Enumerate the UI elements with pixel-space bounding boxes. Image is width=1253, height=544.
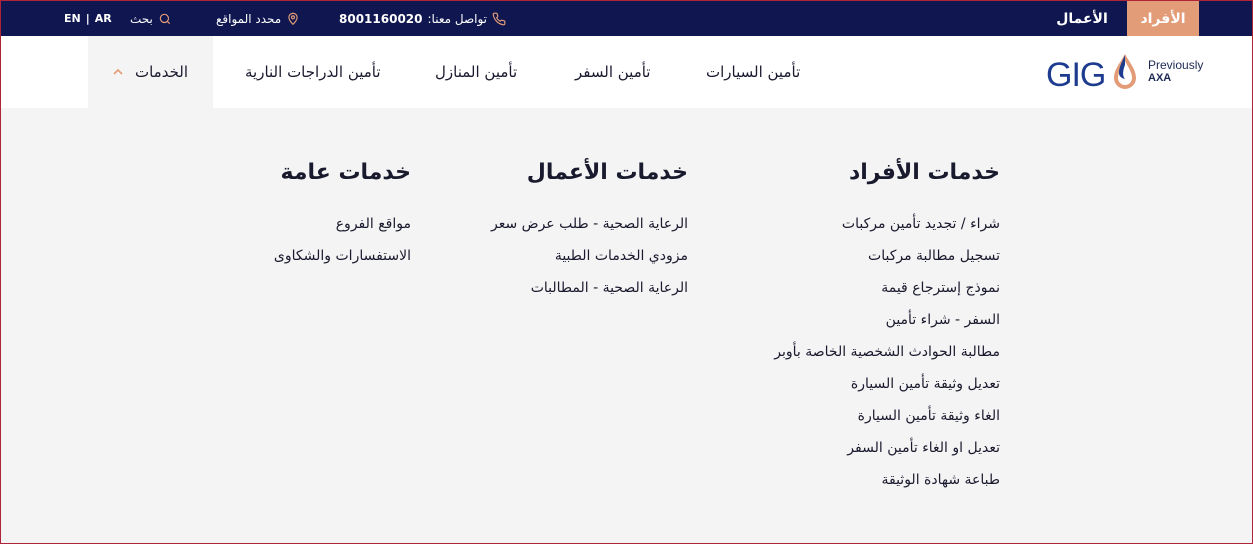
flame-drop-icon: [1110, 52, 1140, 96]
search-icon: [158, 12, 172, 26]
contact-us-link[interactable]: [339, 1, 506, 36]
business-services-column: [491, 156, 688, 304]
contact-label: تواصل معنا:: [427, 11, 488, 26]
nav-services[interactable]: [88, 36, 213, 108]
logo-previously: Previously: [1148, 58, 1204, 72]
link-cancel-car-policy[interactable]: الغاء وثيقة تأمين السيارة: [857, 408, 1000, 424]
lang-separator: |: [85, 12, 90, 25]
branch-locator-link[interactable]: [216, 1, 300, 36]
search-label: بحث: [130, 11, 153, 26]
main-nav: [1, 36, 1252, 108]
link-branch-locations[interactable]: مواقع الفروع: [335, 216, 411, 232]
business-services-heading: خدمات الأعمال: [526, 160, 688, 185]
link-print-certificate[interactable]: طباعة شهادة الوثيقة: [881, 472, 1000, 488]
logo-wordmark: GIG: [1046, 56, 1106, 94]
link-register-vehicle-claim[interactable]: تسجيل مطالبة مركبات: [868, 248, 1000, 264]
top-bar: [1, 1, 1252, 36]
chevron-up-icon: [113, 65, 123, 79]
individual-services-heading: خدمات الأفراد: [848, 160, 1000, 185]
gig-logo[interactable]: [1046, 50, 1204, 94]
lang-ar[interactable]: AR: [94, 12, 112, 25]
nav-travel-insurance[interactable]: تأمين السفر: [575, 63, 651, 81]
locator-label: محدد المواقع: [216, 11, 282, 26]
services-mega-menu: [1, 108, 1252, 543]
link-refund-form[interactable]: نموذج إسترجاع قيمة: [881, 280, 1000, 296]
nav-services-label: الخدمات: [134, 63, 189, 81]
individual-services-column: [774, 156, 1000, 496]
link-inquiries-complaints[interactable]: الاستفسارات والشكاوى: [273, 248, 411, 264]
link-modify-cancel-travel[interactable]: تعديل او الغاء تأمين السفر: [847, 440, 1000, 456]
link-travel-buy[interactable]: السفر - شراء تأمين: [885, 312, 1000, 328]
nav-home-insurance[interactable]: تأمين المنازل: [435, 63, 518, 81]
segment-individuals-tab[interactable]: الأفراد: [1127, 1, 1199, 36]
search-link[interactable]: [130, 1, 172, 36]
nav-motorcycle-insurance[interactable]: تأمين الدراجات النارية: [245, 63, 381, 81]
contact-number[interactable]: 8001160020: [339, 11, 423, 26]
link-healthcare-quote[interactable]: الرعاية الصحية - طلب عرض سعر: [490, 216, 688, 232]
general-services-column: [274, 156, 411, 272]
logo-axa: AXA: [1148, 72, 1172, 84]
link-buy-renew-vehicle[interactable]: شراء / تجديد تأمين مركبات: [841, 216, 1000, 232]
segment-business-tab[interactable]: الأعمال: [1056, 10, 1108, 27]
general-services-heading: خدمات عامة: [280, 160, 411, 185]
link-healthcare-claims[interactable]: الرعاية الصحية - المطالبات: [530, 280, 688, 296]
link-uber-accident-claim[interactable]: مطالبة الحوادث الشخصية الخاصة بأوبر: [774, 344, 1000, 360]
language-switcher[interactable]: [64, 1, 112, 36]
nav-car-insurance[interactable]: تأمين السيارات: [706, 63, 801, 81]
link-modify-car-policy[interactable]: تعديل وثيقة تأمين السيارة: [850, 376, 1000, 392]
phone-icon: [492, 12, 506, 26]
location-pin-icon: [286, 11, 300, 26]
link-medical-providers[interactable]: مزودي الخدمات الطبية: [554, 248, 688, 264]
lang-en[interactable]: EN: [64, 12, 81, 25]
